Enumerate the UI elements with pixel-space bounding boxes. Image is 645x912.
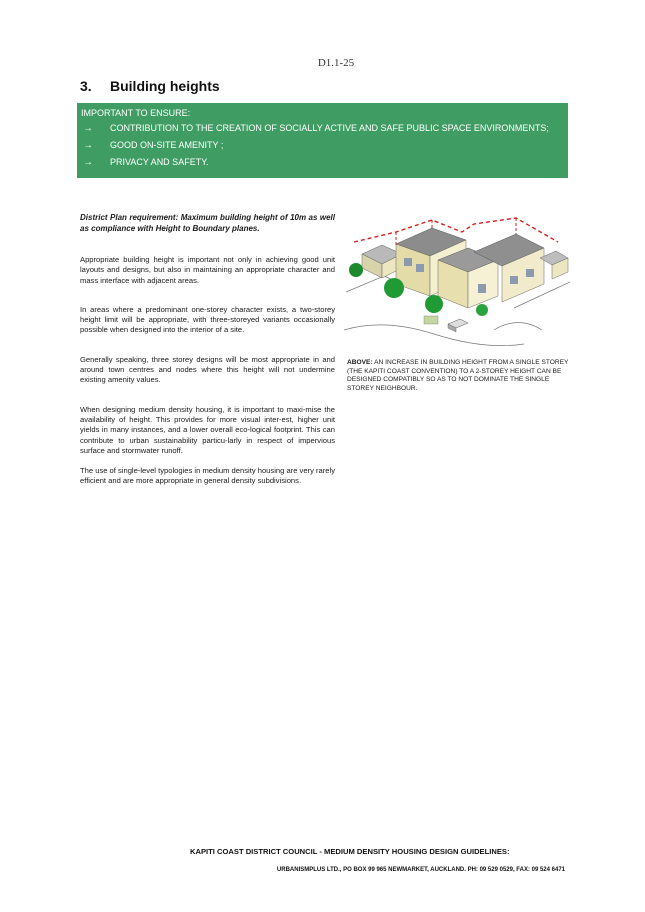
important-item-text: GOOD ON-SITE AMENITY ; xyxy=(110,140,224,150)
important-item xyxy=(81,120,568,137)
body-paragraph: Generally speaking, three storey designs will be most appropriate in and around town centres and nodes where this height will not undermine existing amenity values. xyxy=(80,354,335,385)
body-paragraph: In areas where a predominant one-storey character exists, a two-storey height limit will be appropriate, with three-storeyed variants occasionally possible when designed into the interior of a site. xyxy=(80,304,335,335)
figure-caption xyxy=(347,359,572,393)
important-item-text: PRIVACY AND SAFETY. xyxy=(110,157,209,167)
arrow-right-icon: → xyxy=(83,123,93,134)
section-title: Building heights xyxy=(110,78,220,94)
arrow-right-icon: → xyxy=(83,140,93,151)
body-text-column xyxy=(80,213,335,487)
important-item xyxy=(81,154,568,171)
important-item-text: CONTRIBUTION TO THE CREATION OF SOCIALLY ACTIVE AND SAFE PUBLIC SPACE ENVIRONMENTS; xyxy=(110,123,549,133)
housing-height-illustration xyxy=(344,212,570,347)
body-paragraph: Appropriate building height is important not only in achieving good unit layouts and designs, but also in maintaining an appropriate character and mass interface with adjacent areas. xyxy=(80,255,335,285)
arrow-right-icon: → xyxy=(83,157,93,168)
page-number: D1.1-25 xyxy=(317,57,355,69)
footer-title: KAPITI COAST DISTRICT COUNCIL - MEDIUM DENSITY HOUSING DESIGN GUIDELINES: xyxy=(190,847,510,856)
important-box-title: IMPORTANT TO ENSURE: xyxy=(81,108,191,118)
footer-address: URBANISMPLUS LTD., PO BOX 99 965 NEWMARKET, AUCKLAND. PH: 09 529 0529, FAX: 09 524 6471 xyxy=(276,867,565,873)
important-to-ensure-box xyxy=(77,103,568,178)
section-number: 3. xyxy=(80,78,92,94)
section-heading xyxy=(80,78,220,94)
caption-text: AN INCREASE IN BUILDING HEIGHT FROM A SINGLE STOREY (THE KAPITI COAST CONVENTION) TO A 2-STOREY HEIGHT CAN BE DESIGNED COMPATIBLY SO AS TO NOT DOMINATE THE SINGLE STOREY NEIGHBOUR. xyxy=(347,359,569,392)
caption-label: ABOVE: xyxy=(347,359,373,366)
district-plan-requirement: District Plan requirement: Maximum building height of 10m as well as compliance with Height to Boundary planes. xyxy=(80,213,335,233)
body-paragraph: When designing medium density housing, it is important to maxi-mise the availability of height. This provides for more visual inter-est, higher unit yields in many instances, and a lower overall eco-logical footprint. This can contribute to urban sustainability particu-larly in respect of impervious surface and stormwater runoff. xyxy=(80,404,335,455)
body-paragraph: The use of single-level typologies in medium density housing are very rarely efficient and are more appropriate in general density subdivisions. xyxy=(80,466,335,486)
important-item xyxy=(81,137,568,154)
